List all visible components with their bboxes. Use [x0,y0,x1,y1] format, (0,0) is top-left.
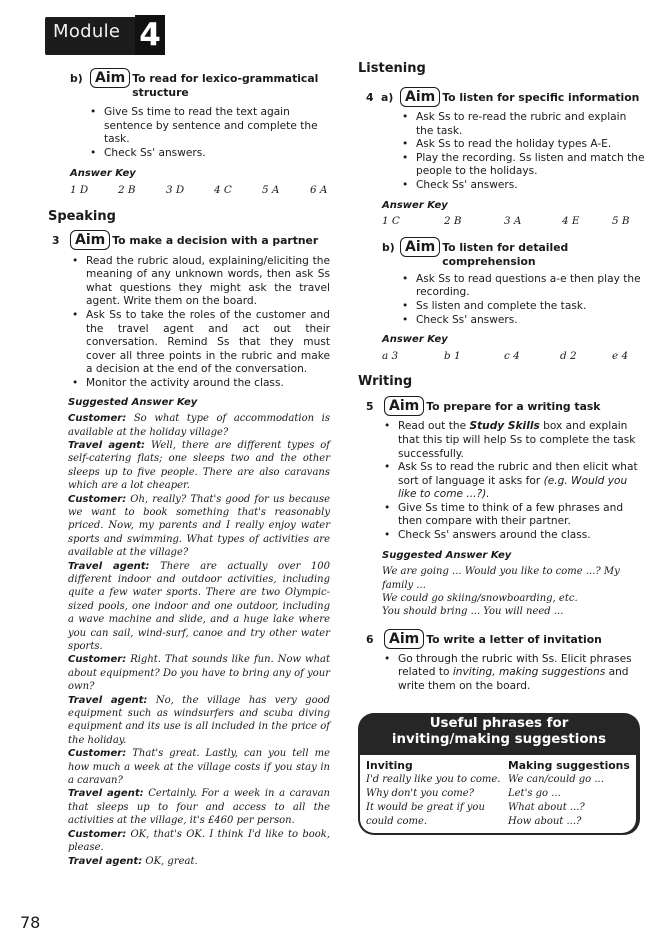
module-badge [45,17,165,55]
phrase: Let's go ... [508,788,561,799]
task-number: 3 [52,233,60,247]
aim-badge: Aim [400,237,440,257]
task-label: 4 a) [366,91,394,104]
aim-badge: Aim [384,396,424,416]
task-4b-bullets [358,273,646,327]
speaker: Travel agent: [68,855,143,867]
suggested-line: We could go skiing/snowboarding, etc. [382,593,578,605]
answer-key-title: Answer Key [382,334,448,346]
answer: 2 B [444,215,462,228]
answer-key-row [48,184,330,198]
bullet-item: • Ask Ss to read questions a-e then play the recording. [416,273,646,300]
bullet-text: and write them on the board. [398,666,629,693]
task-number: 6 [366,632,374,646]
useful-phrases-title [358,716,640,748]
aim-text: To write a letter of invitation [426,632,602,646]
line-text: Certainly. For a week in a caravan that sleeps up to four and access to all the activities at the village, it's £460 per person. [68,788,330,827]
title-line: Useful phrases for [429,716,569,731]
aim-text: To read for lexico-grammatical structure [132,72,319,99]
suggested-answers [358,565,646,619]
bullet-item: • Ask Ss to take the roles of the customer and the travel agent and act out their conversation. Remind Ss that they must cover all three points in the rubric and make a decision at the end of the conversation. [86,309,330,377]
bullet-item [398,420,646,461]
bullet-item [398,461,646,502]
dialogue-line [68,412,330,439]
bullet-emphasis: inviting, making suggestions [452,666,606,679]
answer: 3 A [504,215,522,228]
bullet-item: • Read the rubric aloud, explaining/eliciting the meaning of any unknown words, then ask Ss what questions they might ask the travel agent. Write them on the board. [86,255,330,309]
task-4a-aim [358,87,646,107]
answer-key-title: Answer Key [382,199,448,211]
bullet-text: box and explain that this tip will help Ss to complete the task successfully. [398,420,636,460]
aim-badge: Aim [70,230,110,250]
dialogue-line [68,747,330,787]
bullet-emphasis: Study Skills [469,420,540,433]
dialogue-line [68,493,330,560]
task-label: b) [70,72,83,85]
inviting-column [366,759,500,829]
line-text: There are actually over 100 different indoor and outdoor activities, including quite a few water sports. There are two Olympic-sized pools, one indoor and one outdoor, including a wave machine and slide, and a huge lake where you can sail, wind-surf, canoe and try other water sports. [68,560,330,652]
task-4a-bullets [358,111,646,193]
bullet-item: • Play the recording. Ss listen and match the people to the holidays. [416,152,646,179]
bullet-item [398,653,646,694]
bullet-text: Read out the [398,420,470,433]
aim-badge: Aim [384,629,424,649]
task-5-bullets [358,420,646,542]
task-4b-aim [358,237,646,269]
suggested-line: You should bring ... You will need ... [382,606,564,618]
speaker: Travel agent: [68,439,145,451]
task-b-aim [48,68,330,100]
bullet-item: • Ask Ss to re-read the rubric and explain the task. [416,111,646,138]
answer: 5 A [262,183,280,196]
line-text: No, the village has very good equipment such as windsurfers and scuba diving equipment and its use is all included in the price of the holiday. [68,694,331,746]
bullet-emphasis: (e.g. Would you like to come ...?). [398,474,628,501]
answer: 3 D [166,183,185,196]
phrase: What about ...? [508,802,585,813]
dialogue-line [68,439,330,493]
aim-text: To prepare for a writing task [426,400,601,414]
module-label: Module [53,21,121,42]
answer: 4 C [214,183,232,196]
bullet-item: • Check Ss' answers. [416,314,646,328]
speaker: Customer: [68,748,127,760]
bullet-item: • Check Ss' answers. [104,147,330,161]
bullet-item: • Give Ss time to think of a few phrases and then compare with their partner. [398,502,646,529]
speaker: Customer: [68,654,127,666]
dialogue-line [68,787,330,827]
line-text: That's great. Lastly, can you tell me how much a week at the village costs if you stay in a caravan? [68,748,330,787]
aim-text: To listen for detailed comprehension [442,240,569,268]
dialogue-line [68,694,330,748]
answer: b 1 [444,349,461,362]
speaking-heading: Speaking [48,208,116,224]
bullet-text: Ask Ss to read the rubric and then elicit what sort of language it asks for [398,461,638,487]
writing-heading: Writing [358,374,413,390]
phrase: We can/could go ... [508,774,604,785]
answer: 1 C [382,215,400,228]
module-number: 4 [135,15,165,55]
right-column [358,60,646,694]
task-3-bullets [48,255,330,391]
phrase: could come. [366,816,428,827]
bullet-item: • Check Ss' answers around the class. [398,529,646,543]
page-number: 78 [20,913,41,932]
line-text: So what type of accommodation is available at the holiday village? [68,413,330,438]
answer: 2 B [118,183,136,196]
line-text: Well, there are different types of self-catering flats; one sleeps two and the other sleeps up to five people. There are also caravans which are a lot cheaper. [68,439,331,492]
bullet-item: • Give Ss time to read the text again sentence by sentence and complete the task. [104,106,330,147]
line-text: Right. That sounds like fun. Now what about equipment? Do you have to bring any of your own? [68,654,330,693]
answer-key-row [358,350,646,364]
answer-key-title: Answer Key [70,168,136,180]
task-number: 5 [366,400,374,414]
speaker: Travel agent: [68,560,150,572]
bullet-item: • Monitor the activity around the class. [86,377,330,391]
answer: e 4 [612,349,629,362]
suggestions-column [508,759,630,829]
column-heading: Making suggestions [508,759,630,772]
dialogue-line [68,653,330,693]
phrases-content [360,755,636,833]
task-b-bullets [48,106,330,160]
bullet-item: • Ss listen and complete the task. [416,300,646,314]
task-6-aim [358,629,646,649]
answer: c 4 [504,349,520,362]
line-text: Oh, really? That's good for us because we want to book something that's reasonably priced. Now, my parents and I really enjoy water sports and swimming. What types of activities are available at the village? [68,493,330,559]
suggested-answer-key-title: Suggested Answer Key [68,396,198,408]
answer: d 2 [560,349,577,362]
speaker: Travel agent: [68,694,148,706]
bullet-item: • Ask Ss to read the holiday types A-E. [416,138,646,152]
aim-badge: Aim [400,87,440,107]
phrase: It would be great if you [366,802,485,813]
dialogue [48,412,330,868]
aim-text: To make a decision with a partner [112,233,319,247]
phrase: How about ...? [508,816,582,827]
column-heading: Inviting [366,759,413,772]
aim-badge: Aim [90,68,130,88]
useful-phrases-box [358,713,640,835]
bullet-text: Go through the rubric with Ss. Elicit phrases related to [398,652,632,679]
answer-key-row [358,215,646,229]
answer: 4 E [562,215,580,228]
phrase: I'd really like you to come. [366,774,501,785]
speaker: Travel agent: [68,788,144,800]
speaker: Customer: [68,413,127,425]
left-column [48,68,330,868]
speaker: Customer: [68,493,127,505]
suggested-line: We are going ... Would you like to come ...? My family ... [382,566,620,591]
dialogue-line [68,828,330,855]
suggested-answer-key-title: Suggested Answer Key [382,549,512,561]
dialogue-line [68,855,330,868]
bullet-item: • Check Ss' answers. [416,179,646,193]
line-text: OK, that's OK. I think I'd like to book, please. [68,828,330,854]
answer: a 3 [382,349,399,362]
task-3-aim [48,230,330,250]
task-6-bullets [358,653,646,694]
task-label: b) [382,240,395,254]
answer: 1 D [70,183,89,196]
task-5-aim [358,396,646,416]
listening-heading: Listening [358,61,426,76]
title-line: inviting/making suggestions [391,732,607,747]
dialogue-line [68,560,330,654]
answer: 6 A [310,183,328,196]
aim-text: To listen for specific information [442,91,640,104]
answer: 5 B [612,215,630,228]
phrase: Why don't you come? [366,788,475,799]
line-text: OK, great. [145,855,198,867]
speaker: Customer: [68,828,127,840]
